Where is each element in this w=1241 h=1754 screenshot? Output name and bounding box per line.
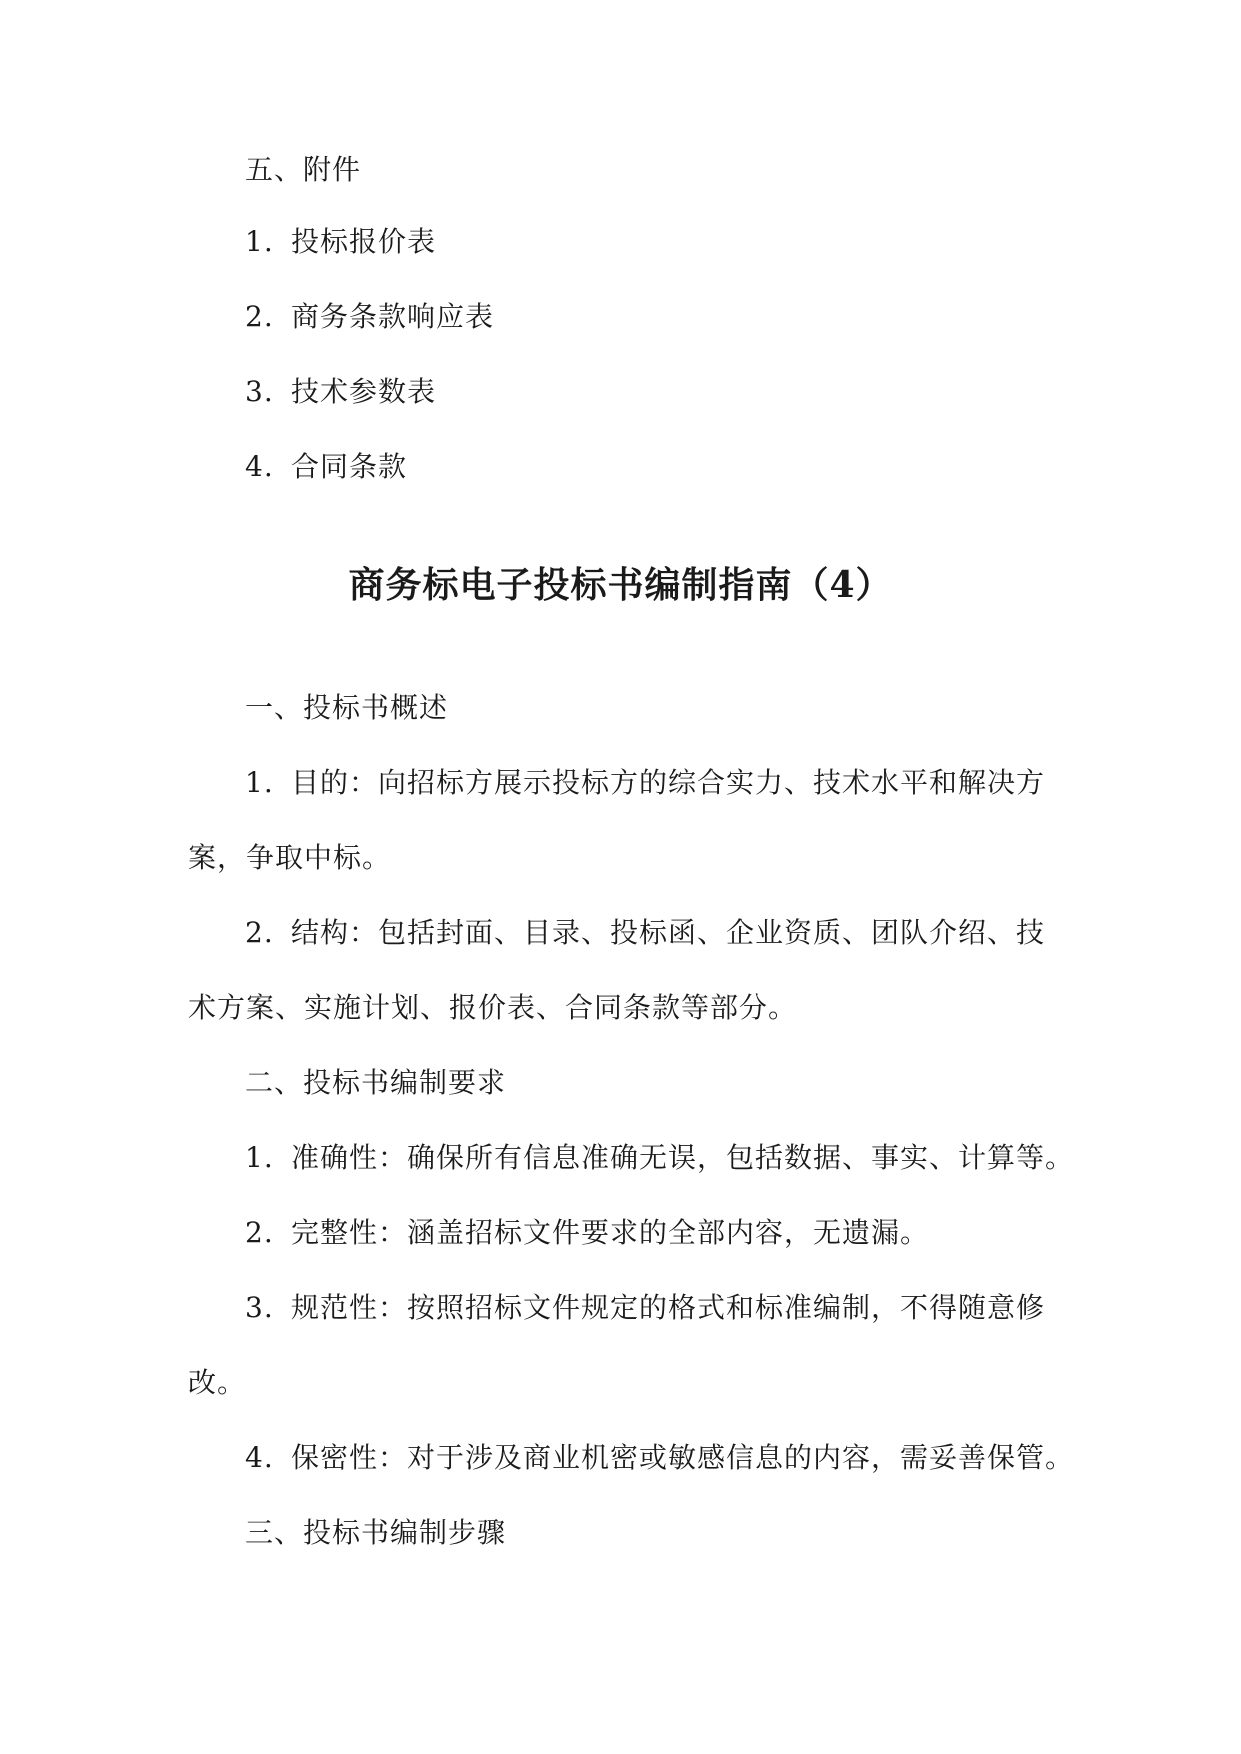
paragraph-text: 完整性：涵盖招标文件要求的全部内容，无遗漏。 xyxy=(291,1216,930,1249)
paragraph-text: 规范性：按照招标文件规定的格式和标准编制，不得随意修 xyxy=(291,1291,1046,1324)
item-number: 1. xyxy=(245,766,274,799)
item-text: 投标报价表 xyxy=(291,225,437,258)
paragraph-line xyxy=(245,1438,1074,1478)
attachments-heading: 五、附件 xyxy=(245,153,362,186)
attachment-item xyxy=(245,447,407,487)
paragraph-line xyxy=(245,763,1045,803)
item-number: 1. xyxy=(245,225,274,258)
paragraph-line xyxy=(245,1138,1074,1178)
paragraph-continuation: 案，争取中标。 xyxy=(188,841,392,874)
item-number: 4. xyxy=(245,450,274,483)
item-text: 合同条款 xyxy=(291,450,408,483)
paragraph-text: 保密性：对于涉及商业机密或敏感信息的内容，需妥善保管。 xyxy=(291,1441,1075,1474)
item-number: 2. xyxy=(245,1216,274,1249)
item-number: 3. xyxy=(245,1291,274,1324)
item-number: 2. xyxy=(245,300,274,333)
item-number: 2. xyxy=(245,916,274,949)
paragraph-text: 目的：向招标方展示投标方的综合实力、技术水平和解决方 xyxy=(291,766,1046,799)
section3-heading: 三、投标书编制步骤 xyxy=(245,1516,507,1549)
section2-heading: 二、投标书编制要求 xyxy=(245,1066,507,1099)
attachment-item xyxy=(245,297,494,337)
paragraph-continuation: 改。 xyxy=(188,1366,247,1399)
section1-heading: 一、投标书概述 xyxy=(245,691,449,724)
item-text: 商务条款响应表 xyxy=(291,300,495,333)
document-title: 商务标电子投标书编制指南（4） xyxy=(348,564,893,606)
paragraph-text: 结构：包括封面、目录、投标函、企业资质、团队介绍、技 xyxy=(291,916,1046,949)
attachment-item xyxy=(245,372,436,412)
paragraph-line xyxy=(245,1288,1045,1328)
paragraph-continuation: 术方案、实施计划、报价表、合同条款等部分。 xyxy=(188,991,798,1024)
paragraph-line xyxy=(245,1213,929,1253)
item-number: 1. xyxy=(245,1141,274,1174)
paragraph-line xyxy=(245,913,1045,953)
item-text: 技术参数表 xyxy=(291,375,437,408)
item-number: 3. xyxy=(245,375,274,408)
paragraph-text: 准确性：确保所有信息准确无误，包括数据、事实、计算等。 xyxy=(291,1141,1075,1174)
item-number: 4. xyxy=(245,1441,274,1474)
attachment-item xyxy=(245,222,436,262)
